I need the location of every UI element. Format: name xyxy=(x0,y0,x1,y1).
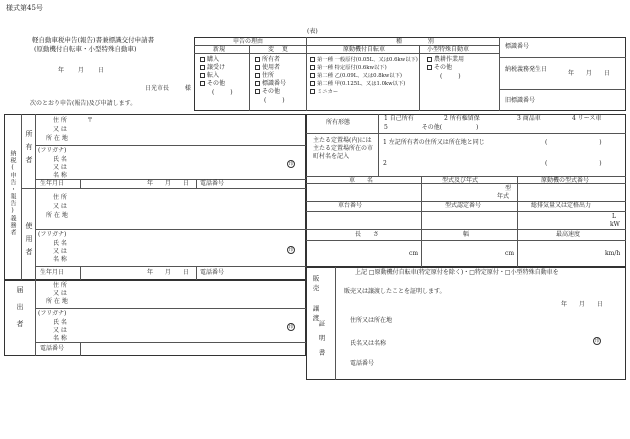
transfer-seal-icon: 印 xyxy=(594,338,600,344)
moped-class2-otsu[interactable]: 第二種 乙(0.09L、又は0.8kw以下) xyxy=(310,73,402,79)
user-seal-icon: 印 xyxy=(288,247,294,253)
special-farming[interactable]: 農耕作業用 xyxy=(427,57,464,63)
storage-opt1-paren: ( ) xyxy=(545,139,602,146)
model-unit-type: 型 xyxy=(505,185,512,192)
owner-furigana[interactable]: (フリガナ) xyxy=(38,147,67,154)
reason-new-transfer[interactable]: 譲受け xyxy=(200,65,225,71)
reason-new-header: 新規 xyxy=(213,46,226,53)
special-other[interactable]: その他 xyxy=(427,65,452,71)
tax-obligation-date: 年 月 日 xyxy=(568,70,610,77)
notifier-title: 届出者 xyxy=(16,286,24,337)
checkbox-icon[interactable] xyxy=(255,89,260,94)
model-unit-year: 年式 xyxy=(497,193,510,200)
width-unit: cm xyxy=(505,250,515,257)
transfer-phone-label: 電話番号 xyxy=(350,360,375,367)
reason-change-header: 変 更 xyxy=(268,46,288,53)
ownership-label: 所有形態 xyxy=(326,119,351,126)
user-phone-label: 電話番号 xyxy=(200,269,225,276)
reason-new-movein[interactable]: 転入 xyxy=(200,73,219,79)
reason-change-user[interactable]: 使用者 xyxy=(255,65,280,71)
addressee: 日光市長 様 xyxy=(145,85,191,92)
moped-class1-general[interactable]: 第一種 一般原付(0.05L、又は0.6kw以下) xyxy=(310,57,418,63)
plate-number-label: 標識番号 xyxy=(505,43,530,50)
reason-change-owner[interactable]: 所有者 xyxy=(255,57,280,63)
owner-birth-value[interactable]: 年 月 日 xyxy=(147,180,189,187)
special-other-paren: ( ) xyxy=(440,73,461,80)
checkbox-icon[interactable] xyxy=(427,65,432,70)
application-date: 年 月 日 xyxy=(58,67,104,74)
storage-opt-other[interactable]: 2 xyxy=(383,160,387,167)
checkbox-icon[interactable] xyxy=(255,73,260,78)
storage-opt2-paren: ( ) xyxy=(545,160,602,167)
transfer-text-line2: 販売又は譲渡したことを証明します。 xyxy=(344,288,446,295)
checkbox-icon[interactable] xyxy=(310,65,315,70)
checkbox-icon[interactable] xyxy=(255,65,260,70)
frame-number-label: 車台番号 xyxy=(338,202,363,209)
ownership-opt-retained[interactable]: 2 所有権留保 xyxy=(444,115,480,122)
certificate-title: 証明書 xyxy=(317,320,326,364)
checkbox-icon[interactable] xyxy=(427,57,432,62)
reason-new-other-paren: ( ) xyxy=(212,89,233,96)
checkbox-icon[interactable] xyxy=(255,81,260,86)
checkbox-icon[interactable] xyxy=(200,65,205,70)
user-label: 使用者 xyxy=(25,222,33,261)
moped-minicar[interactable]: ミニカー xyxy=(310,89,338,95)
storage-opt-same[interactable]: 1 左記所有者の住所又は所在地と同じ xyxy=(383,139,485,146)
owner-address-label2: 又 は xyxy=(53,126,67,133)
unit-kw: kW xyxy=(610,221,620,228)
ownership-opt-other[interactable]: 5 その他( ) xyxy=(384,124,479,131)
type-header: 種 別 xyxy=(396,38,434,45)
checkbox-icon[interactable] xyxy=(200,73,205,78)
checkbox-icon[interactable] xyxy=(200,57,205,62)
intro-text: 次のとおり申告(報告)及び申請します。 xyxy=(30,100,137,107)
owner-address-label3: 所 在 地 xyxy=(46,135,68,142)
checkbox-icon[interactable] xyxy=(310,57,315,62)
reason-new-purchase[interactable]: 購入 xyxy=(200,57,219,63)
reason-change-other-paren: ( ) xyxy=(264,97,285,104)
notifier-address-label1: 住 所 xyxy=(53,282,67,289)
user-address-label2: 又 は xyxy=(53,203,67,210)
ownership-opt-lease[interactable]: 4 リース車 xyxy=(572,115,602,122)
reason-header: 申告の理由 xyxy=(233,38,264,45)
owner-phone-label: 電話番号 xyxy=(200,180,225,187)
reason-change-address[interactable]: 住所 xyxy=(255,73,274,79)
checkbox-icon[interactable] xyxy=(200,81,205,86)
owner-birth-label: 生年月日 xyxy=(40,180,65,187)
taxpayer-vertical-title: 納税(申告・報告)義務者 xyxy=(9,150,16,236)
notifier-address-label2: 又 は xyxy=(53,290,67,297)
transfer-name-label: 氏名又は名称 xyxy=(350,340,387,347)
vehicle-maker-label: 車 名 xyxy=(349,177,373,184)
transfer-text-line1: 上記 □原動機付自転車(特定原付を除く)・□特定原付・□小型特殊自動車を xyxy=(355,269,559,276)
form-number: 様式第45号 xyxy=(6,4,43,12)
reason-new-other[interactable]: その他 xyxy=(200,81,225,87)
speed-label: 最高速度 xyxy=(556,231,581,238)
transfer-title: 販売 譲渡 xyxy=(311,275,320,324)
owner-seal-icon: 印 xyxy=(288,161,294,167)
certification-label: 型式認定番号 xyxy=(445,202,482,209)
notifier-seal-icon: 印 xyxy=(288,324,294,330)
old-plate-label: 旧標識番号 xyxy=(505,97,536,104)
notifier-name-label2: 又 は xyxy=(53,327,67,334)
side-label: (表) xyxy=(307,28,318,35)
owner-label: 所有者 xyxy=(25,130,33,169)
width-label: 幅 xyxy=(463,231,470,238)
user-birth-label: 生年月日 xyxy=(40,269,65,276)
user-birth-value[interactable]: 年 月 日 xyxy=(147,269,189,276)
notifier-furigana[interactable]: (フリガナ) xyxy=(38,310,67,317)
user-furigana[interactable]: (フリガナ) xyxy=(38,231,67,238)
ownership-opt-self[interactable]: 1 自己所有 xyxy=(384,115,414,122)
reason-change-plate[interactable]: 標識番号 xyxy=(255,81,286,87)
owner-address-label1: 住 所 xyxy=(53,117,67,124)
unit-liter: L xyxy=(612,213,616,220)
special-header: 小型特殊自動車 xyxy=(427,46,470,53)
vehicle-model-label: 型式及び年式 xyxy=(442,177,479,184)
transfer-date[interactable]: 年 月 日 xyxy=(561,301,603,308)
transfer-address-label: 住所又は所在地 xyxy=(350,317,393,324)
owner-name-label1: 氏 名 xyxy=(53,156,67,163)
length-unit: cm xyxy=(409,250,419,257)
form-subtitle: (原動機付自転車・小型特殊自動車) xyxy=(34,45,137,53)
checkbox-icon[interactable] xyxy=(310,89,315,94)
user-name-label1: 氏 名 xyxy=(53,240,67,247)
moped-class2-ko[interactable]: 第二種 甲(0.125L、又は1.0kw以下) xyxy=(310,81,405,87)
owner-name-label2: 又 は xyxy=(53,164,67,171)
speed-unit: km/h xyxy=(605,250,621,257)
reason-change-other[interactable]: その他 xyxy=(255,89,280,95)
ownership-opt-merchandise[interactable]: 3 商品車 xyxy=(517,115,541,122)
form-title: 軽自動車税申告(報告)書兼標識交付申請書 xyxy=(32,36,155,44)
user-name-label2: 又 は xyxy=(53,248,67,255)
displacement-label: 総排気量又は定格出力 xyxy=(531,202,592,209)
notifier-address-label3: 所 在 地 xyxy=(46,298,68,305)
storage-label: 主たる定置場(内)には主たる定置場所在の市町村名を記入 xyxy=(313,137,374,161)
engine-model-label: 原動機の型式番号 xyxy=(541,177,590,184)
user-address-label1: 住 所 xyxy=(53,194,67,201)
user-name-label3: 名 称 xyxy=(53,256,67,263)
length-label: 長 さ xyxy=(355,231,379,238)
owner-postal-mark[interactable]: 〒 xyxy=(87,117,94,124)
notifier-name-label3: 名 称 xyxy=(53,335,67,342)
moped-class1-special[interactable]: 第一種 特定原付(0.6kw以下) xyxy=(310,65,387,71)
moped-header: 原動機付自転車 xyxy=(343,46,386,53)
user-address-label3: 所 在 地 xyxy=(46,212,68,219)
tax-obligation-label: 納税義務発生日 xyxy=(505,66,548,73)
checkbox-icon[interactable] xyxy=(310,73,315,78)
checkbox-icon[interactable] xyxy=(255,57,260,62)
owner-name-label3: 名 称 xyxy=(53,172,67,179)
checkbox-icon[interactable] xyxy=(310,81,315,86)
notifier-name-label1: 氏 名 xyxy=(53,319,67,326)
notifier-phone-label: 電話番号 xyxy=(40,345,65,352)
